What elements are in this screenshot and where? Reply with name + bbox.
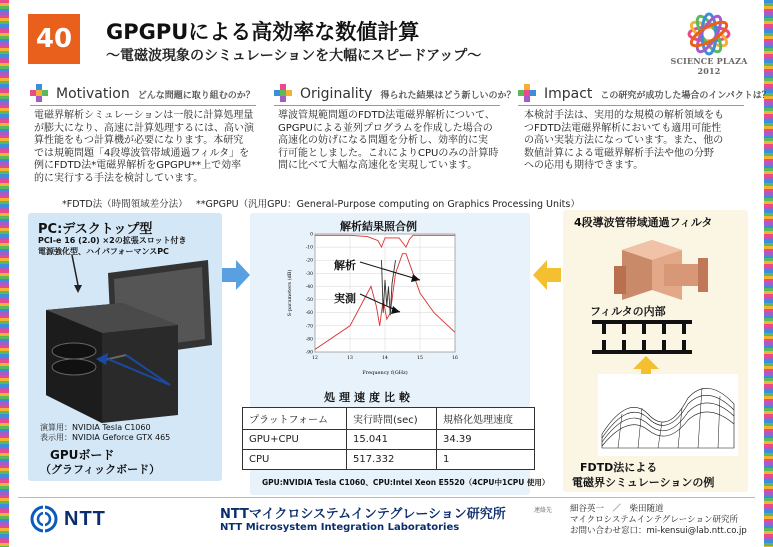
ntt-mark-icon bbox=[30, 505, 58, 533]
header-normalized-speed: 規格化処理速度 bbox=[437, 408, 535, 430]
y-tick-label: -10 bbox=[305, 245, 313, 251]
filter-inside-label: フィルタの内部 bbox=[590, 305, 666, 318]
ntt-wordmark: NTT bbox=[64, 507, 106, 530]
arrow-left-icon bbox=[533, 260, 561, 290]
measured-annotation: 実測 bbox=[334, 292, 356, 305]
originality-question: 得られた結果はどう新しいのか？ bbox=[380, 90, 516, 101]
y-axis-label: S-parameters (dB) bbox=[287, 269, 293, 317]
header-exec-time: 実行時間(sec) bbox=[347, 408, 437, 430]
simulation-label-2: 電磁界シミュレーションの例 bbox=[572, 476, 715, 489]
x-tick-label: 16 bbox=[452, 356, 458, 361]
ntt-logo bbox=[30, 505, 106, 533]
pc-spec-slots: PCI-e 16 (2.0) ×2の拡張スロット付き bbox=[38, 236, 187, 245]
gpgpu-footnote: **GPGPU（汎用GPU：General-Purpose computing on Graphics Processing Units） bbox=[196, 199, 580, 210]
pixel-cluster-icon bbox=[518, 84, 538, 104]
arrow-right-icon bbox=[222, 260, 250, 290]
filter-title: 4段導波管帯域通過フィルタ bbox=[574, 216, 713, 229]
poster-title: GPGPUによる高効率な数値計算 bbox=[106, 20, 420, 44]
analysis-annotation: 解析 bbox=[334, 259, 356, 272]
y-tick-label: -60 bbox=[305, 311, 313, 317]
x-axis-label: Frequency f(GHz) bbox=[362, 370, 408, 376]
table-cell: 517.332 bbox=[347, 450, 437, 470]
hardware-caption: GPU:NVIDIA Tesla C1060、CPU:Intel Xeon E5520（4CPU中1CPU 使用） bbox=[262, 478, 550, 487]
pc-illustration bbox=[30, 255, 222, 425]
graphic-board-label: （グラフィックボード） bbox=[40, 463, 161, 476]
y-tick-label: -80 bbox=[305, 337, 313, 343]
impact-question: この研究が成功した場合のインパクトは？ bbox=[600, 90, 771, 101]
fdtd-footnote: *FDTD法（時間領域差分法） bbox=[62, 199, 188, 210]
table-cell: 1 bbox=[437, 450, 535, 470]
header-platform: プラットフォーム bbox=[243, 408, 347, 430]
motivation-question: どんな問題に取り組むのか？ bbox=[137, 90, 255, 101]
originality-divider bbox=[274, 105, 500, 106]
impact-title: Impact bbox=[544, 86, 593, 102]
lab-name-jp: NTTマイクロシステムインテグレーション研究所 bbox=[220, 507, 506, 522]
pixel-cluster-icon bbox=[30, 84, 50, 104]
originality-text: 導波管規範問題のFDTD法電磁界解析について、 GPGPUによる並列プログラムを作成した場合の 高速化の妨げになる問題を分析し、効率的に実 行可能としました。これによりCPUのみの計算時 間に比べて大幅な高速化を実現しています。 bbox=[278, 110, 499, 172]
contact-tag: 連絡先 bbox=[534, 507, 553, 514]
lab-name-en: NTT Microsystem Integration Laboratories bbox=[220, 522, 460, 533]
y-tick-label: 0 bbox=[310, 232, 313, 238]
table-row bbox=[243, 430, 535, 450]
table-row bbox=[243, 450, 535, 470]
contact-lab: マイクロシステムインテグレーション研究所 bbox=[570, 515, 738, 525]
speed-table-title: 処理速度比較 bbox=[324, 391, 414, 404]
table-header-row bbox=[243, 408, 535, 430]
poster-subtitle: ～電磁波現象のシミュレーションを大幅にスピードアップ～ bbox=[106, 48, 482, 64]
y-tick-label: -50 bbox=[305, 298, 313, 304]
simulation-label-1: FDTD法による bbox=[580, 461, 658, 474]
table-cell: GPU+CPU bbox=[243, 430, 347, 450]
pc-title: PC:デスクトップ型 bbox=[38, 222, 153, 237]
y-tick-label: -90 bbox=[305, 350, 313, 356]
science-plaza-ring-icon bbox=[664, 10, 754, 58]
poster-number: 40 bbox=[28, 14, 80, 64]
fdtd-simulation-image bbox=[598, 374, 738, 456]
gpu-board-label: GPUボード bbox=[50, 448, 115, 462]
gpu-compute-spec: 演算用：NVIDIA Tesla C1060 bbox=[40, 423, 151, 432]
motivation-text: 電磁界解析シミュレーションは一般に計算処理量 が膨大になり、高速に計算処理するには、高い演 算性能をもつ計算機が必要になります。本研究 では規範問題「4段導波管帯域通過フィルタ」を 例にFDTD法*電磁界解析をGPGPU**上で効率 的に実行する手法を検討しています。 bbox=[34, 110, 254, 184]
x-tick-label: 12 bbox=[312, 356, 318, 361]
left-color-stripe bbox=[0, 0, 9, 547]
waveguide-filter-image bbox=[612, 230, 722, 310]
y-tick-label: -70 bbox=[305, 324, 313, 330]
contact-email: お問い合わせ窓口：mi-kensui@lab.ntt.co.jp bbox=[570, 526, 747, 536]
table-cell: CPU bbox=[243, 450, 347, 470]
chart-title: 解析結果照合例 bbox=[340, 220, 417, 233]
science-plaza-text: SCIENCE PLAZA 2012 bbox=[670, 56, 748, 76]
science-plaza-logo bbox=[664, 10, 754, 76]
speed-comparison-table bbox=[242, 407, 535, 470]
contact-info bbox=[570, 504, 747, 537]
impact-divider bbox=[518, 105, 744, 106]
originality-header bbox=[274, 83, 515, 105]
contact-authors: 細谷英一 ／ 柴田随道 bbox=[570, 504, 664, 514]
table-cell: 15.041 bbox=[347, 430, 437, 450]
x-tick-label: 13 bbox=[347, 356, 353, 361]
originality-title: Originality bbox=[300, 86, 373, 102]
x-tick-label: 14 bbox=[382, 356, 388, 361]
pixel-cluster-icon bbox=[274, 84, 294, 104]
impact-header bbox=[518, 83, 771, 105]
y-tick-label: -20 bbox=[305, 258, 313, 264]
motivation-divider bbox=[30, 105, 256, 106]
impact-text: 本検討手法は、実用的な規模の解析領域をも つFDTD法電磁界解析においても適用可能性 の高い実装方法になっています。また、他の 数値計算による電磁界解析手法や他の分野 への応用も期待できます。 bbox=[524, 110, 724, 172]
x-tick-label: 15 bbox=[417, 356, 423, 361]
gpu-display-spec: 表示用：NVIDIA Geforce GTX 465 bbox=[40, 433, 171, 442]
pc-spec-power: 電源強化型、ハイパフォーマンスPC bbox=[38, 247, 169, 256]
y-tick-label: -30 bbox=[305, 271, 313, 277]
table-cell: 34.39 bbox=[437, 430, 535, 450]
y-tick-label: -40 bbox=[305, 284, 313, 290]
footer-divider bbox=[18, 497, 755, 498]
motivation-header bbox=[30, 83, 255, 105]
annotation-arrows bbox=[280, 232, 480, 382]
filter-inside-diagram bbox=[592, 320, 692, 354]
motivation-title: Motivation bbox=[56, 86, 130, 102]
